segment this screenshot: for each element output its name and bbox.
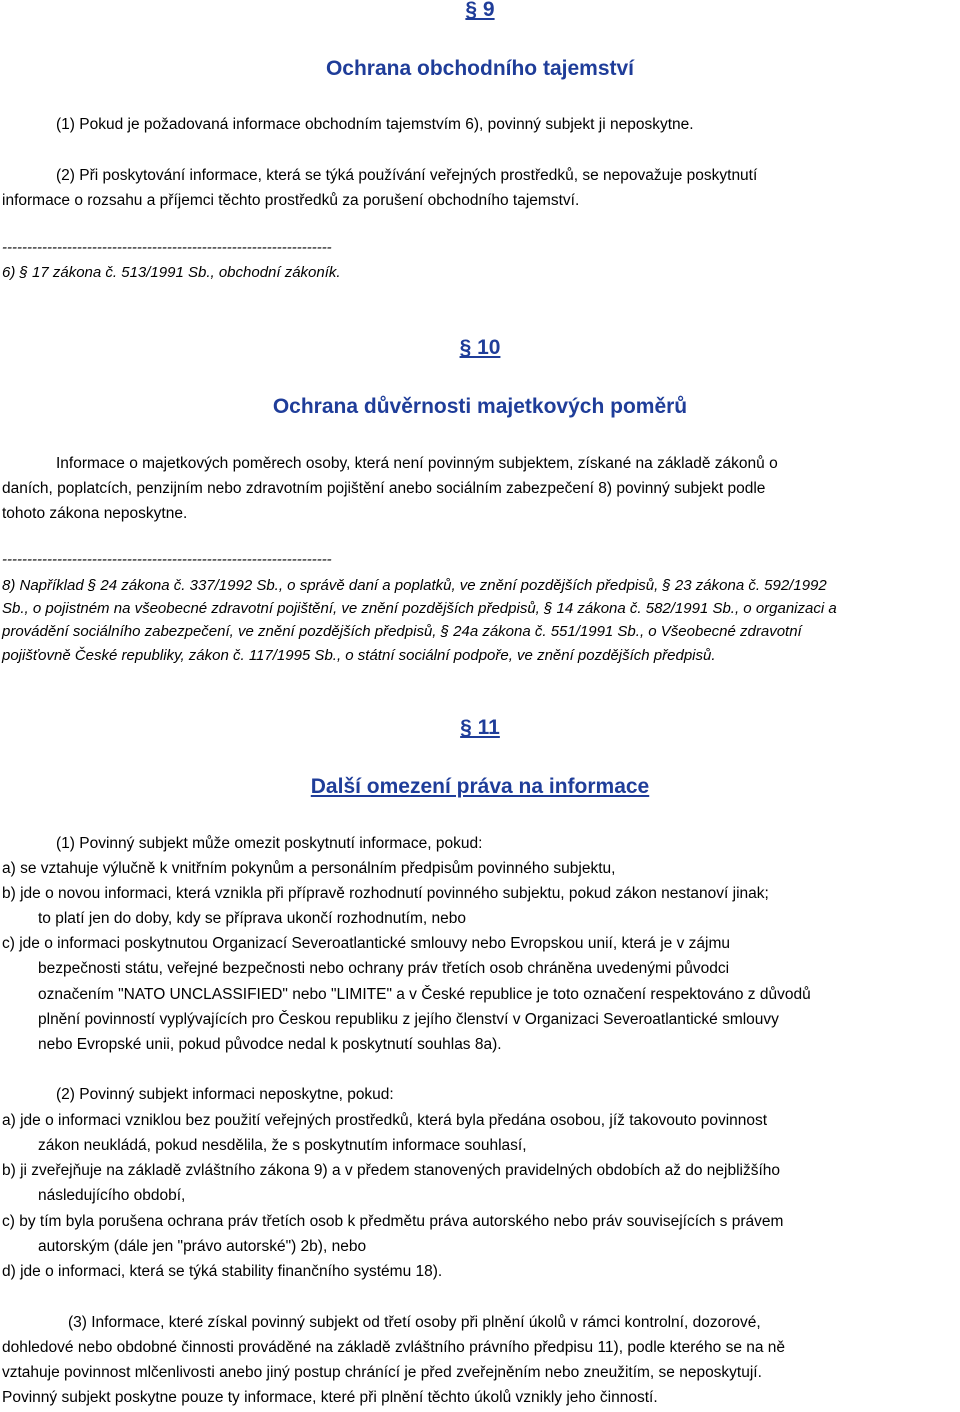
- section-11-item-c-line-4: plnění povinností vyplývajících pro Českou republiku z jejího členství v Organizaci Severoatlantické smlouvy: [38, 1011, 779, 1028]
- section-11-paragraph-1: (1) Povinný subjekt může omezit poskytnutí informace, pokud:: [56, 835, 483, 852]
- section-11-item-b-line-1: b) jde o novou informaci, která vznikla při přípravě rozhodnutí povinného subjektu, pokud zákon nestanoví jinak;: [2, 885, 769, 902]
- section-11-number: § 11: [460, 716, 500, 739]
- section-11-item-c-line-3: označením "NATO UNCLASSIFIED" nebo "LIMITE" a v České republice je toto označení respektováno z důvodů: [38, 986, 811, 1003]
- section-11-p2-item-c-line-2: autorským (dále jen "právo autorské") 2b), nebo: [38, 1238, 367, 1255]
- section-11-paragraph-3-line-2: dohledové nebo obdobné činnosti prováděné na základě zvláštního právního předpisu 11), podle kterého se na ně: [2, 1339, 786, 1356]
- section-9-paragraph-2-line-1: (2) Při poskytování informace, která se týká používání veřejných prostředků, se nepovažuje poskytnutí: [56, 167, 758, 184]
- section-11-p2-item-a-line-2: zákon neukládá, pokud nesdělila, že s poskytnutím informace souhlasí,: [38, 1137, 527, 1154]
- section-11-p2-item-c-line-1: c) by tím byla porušena ochrana práv třetích osob k předmětu práva autorského nebo práv souvisejících s právem: [2, 1213, 784, 1230]
- section-9-title: Ochrana obchodního tajemství: [325, 57, 635, 80]
- section-10-text-line-2: daních, poplatcích, penzijním nebo zdravotním pojištění anebo sociálním zabezpečení 8) povinný subjekt podle: [2, 480, 766, 497]
- section-11-item-a: a) se vztahuje výlučně k vnitřním pokynům a personálním předpisům povinného subjektu,: [2, 860, 616, 877]
- section-9-paragraph-1: (1) Pokud je požadovaná informace obchodním tajemstvím 6), povinný subjekt ji neposkytne.: [56, 116, 694, 133]
- section-10-footnote-line-1: 8) Například § 24 zákona č. 337/1992 Sb., o správě daní a poplatků, ve znění pozdějších předpisů, § 23 zákona č. 592/1992: [2, 577, 827, 594]
- section-11-p2-item-a-line-1: a) jde o informaci vzniklou bez použití veřejných prostředků, která byla předána osobou, jíž takovouto povinnost: [2, 1112, 768, 1129]
- section-11-p2-item-b-line-2: následujícího období,: [38, 1187, 186, 1204]
- section-11-paragraph-2: (2) Povinný subjekt informaci neposkytne, pokud:: [56, 1086, 394, 1103]
- section-11-item-b-line-2: to platí jen do doby, kdy se příprava ukončí rozhodnutím, nebo: [38, 910, 466, 927]
- section-10-footnote-line-3: provádění sociálního zabezpečení, ve znění pozdějších předpisů, § 24a zákona č. 551/1991 Sb., o Všeobecné zdravotní: [2, 623, 802, 640]
- section-9-number: § 9: [465, 0, 495, 21]
- section-11-paragraph-3-line-1: (3) Informace, které získal povinný subjekt od třetí osoby při plnění úkolů v rámci kontrolní, dozorové,: [68, 1314, 761, 1331]
- section-10-footnote-line-4: pojišťovně České republiky, zákon č. 117/1995 Sb., o státní sociální podpoře, ve znění pozdějších předpisů.: [2, 647, 716, 664]
- section-11-item-c-line-1: c) jde o informaci poskytnutou Organizací Severoatlantické smlouvy nebo Evropskou unií, která je v zájmu: [2, 935, 730, 952]
- section-9-footnote: 6) § 17 zákona č. 513/1991 Sb., obchodní zákoník.: [2, 264, 341, 281]
- section-10-number: § 10: [459, 336, 501, 359]
- section-11-p2-item-d: d) jde o informaci, která se týká stability finančního systému 18).: [2, 1263, 443, 1280]
- section-9-footnote-separator: ------------------------------------------------------------------: [2, 239, 332, 256]
- section-11-paragraph-3-line-4: Povinný subjekt poskytne pouze ty informace, které při plnění těchto úkolů vznikly jeho činností.: [2, 1389, 658, 1406]
- section-11-p2-item-b-line-1: b) ji zveřejňuje na základě zvláštního zákona 9) a v předem stanovených pravidelných obdobích až do nejbližšího: [2, 1162, 781, 1179]
- section-10-title: Ochrana důvěrnosti majetkových poměrů: [272, 395, 688, 418]
- section-9-paragraph-2-line-2: informace o rozsahu a příjemci těchto prostředků za porušení obchodního tajemství.: [2, 192, 580, 209]
- section-10-text-line-3: tohoto zákona neposkytne.: [2, 505, 188, 522]
- section-10-text-line-1: Informace o majetkových poměrech osoby, která není povinným subjektem, získané na základě zákonů o: [56, 455, 778, 472]
- section-10-footnote-separator: ------------------------------------------------------------------: [2, 551, 332, 568]
- section-11-item-c-line-5: nebo Evropské unii, pokud původce nedal k poskytnutí souhlas 8a).: [38, 1036, 502, 1053]
- section-11-title: Další omezení práva na informace: [310, 775, 650, 798]
- section-11-paragraph-3-line-3: vztahuje povinnost mlčenlivosti anebo jiný postup chránící je před zveřejněním nebo zneužitím, se neposkytují.: [2, 1364, 762, 1381]
- section-11-item-c-line-2: bezpečnosti státu, veřejné bezpečnosti nebo ochrany práv třetích osob chráněna uvedenými původci: [38, 960, 730, 977]
- section-10-footnote-line-2: Sb., o pojistném na všeobecné zdravotní pojištění, ve znění pozdějších předpisů, § 14 zákona č. 582/1991 Sb., o organizaci a: [2, 600, 837, 617]
